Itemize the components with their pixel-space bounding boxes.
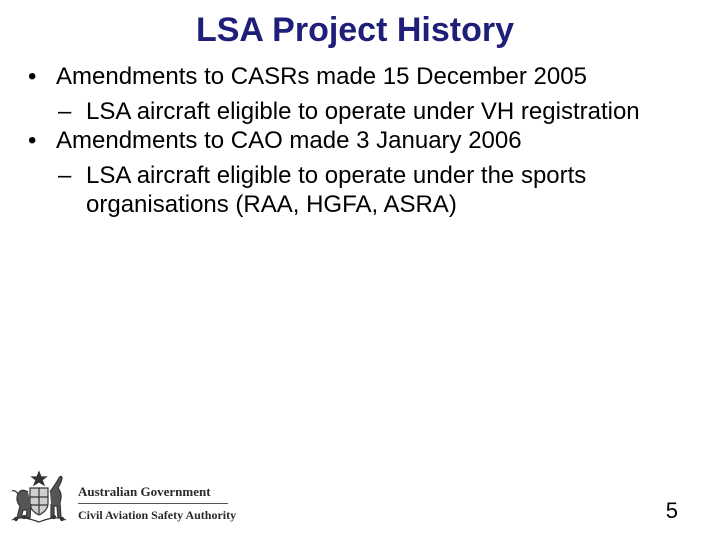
logo-divider — [78, 503, 228, 504]
footer-logo — [6, 470, 236, 530]
sub-bullet-marker: – — [58, 98, 72, 125]
sub-bullet-item — [58, 161, 708, 219]
coat-of-arms-icon — [6, 470, 72, 528]
sub-bullet-marker: – — [58, 162, 72, 189]
bullet-text: Amendments to CASRs made 15 December 2005 — [56, 63, 587, 90]
bullet-item — [28, 126, 708, 155]
page-number: 5 — [665, 498, 678, 523]
bullet-marker: • — [28, 63, 37, 90]
sub-bullet-item — [58, 97, 708, 126]
bullet-item — [28, 62, 708, 91]
sub-bullet-text: LSA aircraft eligible to operate under the sports organisations (RAA, HGFA, ASRA) — [86, 162, 587, 218]
slide-title: LSA Project History — [195, 11, 515, 49]
bullet-text: Amendments to CAO made 3 January 2006 — [56, 127, 522, 154]
bullet-marker: • — [28, 127, 37, 154]
bullet-list — [28, 62, 708, 219]
logo-text-authority: Civil Aviation Safety Authority — [78, 508, 237, 522]
logo-text-government: Australian Government — [78, 484, 211, 499]
sub-bullet-text: LSA aircraft eligible to operate under VH registration — [86, 98, 640, 125]
